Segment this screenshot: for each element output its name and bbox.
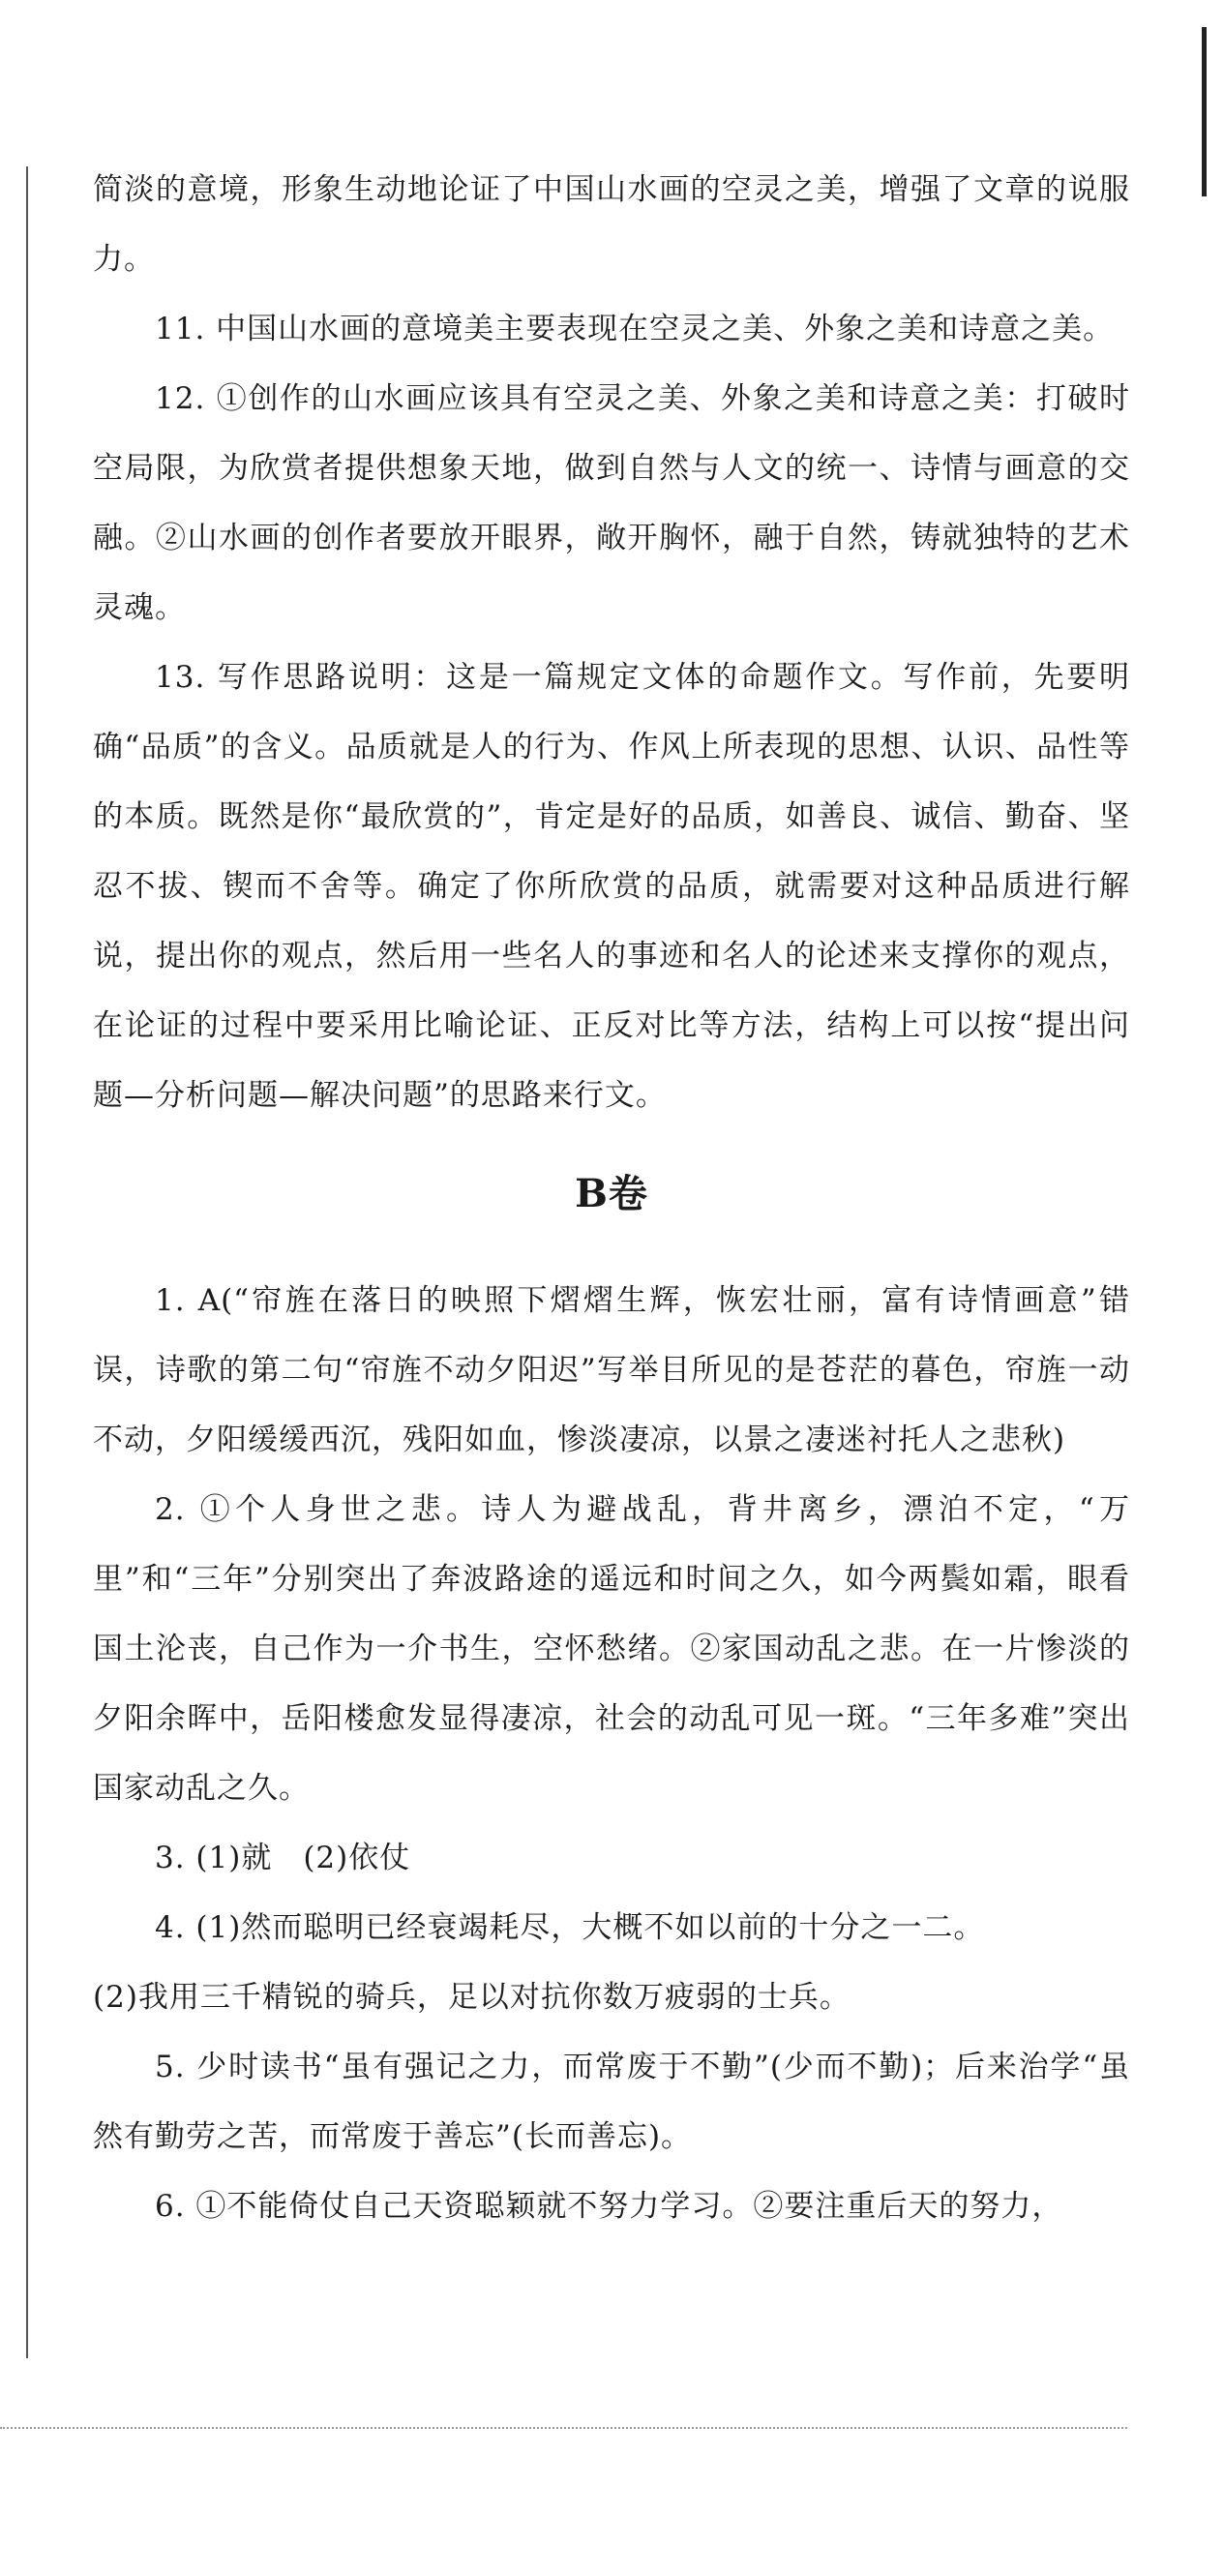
answer-b4-part1: 4. (1)然而聪明已经衰竭耗尽，大概不如以前的十分之一二。 [155, 1910, 985, 1945]
bottom-dotted-rule [0, 2427, 1127, 2429]
section-b-title: B卷 [575, 1171, 648, 1216]
answer-continuation: 简淡的意境，形象生动地论证了中国山水画的空灵之美，增强了文章的说服力。 [93, 172, 1130, 277]
answer-b2: 2. ①个人身世之悲。诗人为避战乱，背井离乡，漂泊不定，“万里”和“三年”分别突出了奔波路途的遥远和时间之久，如今两鬓如霜，眼看国土沦丧，自己作为一介书生，空怀愁绪。②家国动乱之悲。在一片惨淡的夕阳余晖中，岳阳楼愈发显得凄凉，社会的动乱可见一斑。“三年多难”突出国家动乱之久。 [93, 1492, 1130, 1806]
answer-12: 12. ①创作的山水画应该具有空灵之美、外象之美和诗意之美：打破时空局限，为欣赏者提供想象天地，做到自然与人文的统一、诗情与画意的交融。②山水画的创作者要放开眼界，敞开胸怀，融于自然，铸就独特的艺术灵魂。 [93, 381, 1130, 625]
answer-b3: 3. (1)就 (2)依仗 [155, 1841, 411, 1875]
answer-b6: 6. ①不能倚仗自己天资聪颖就不努力学习。②要注重后天的努力， [155, 2189, 1063, 2224]
answer-13: 13. 写作思路说明：这是一篇规定文体的命题作文。写作前，先要明确“品质”的含义。品质就是人的行为、作风上所表现的思想、认识、品性等的本质。既然是你“最欣赏的”，肯定是好的品质，如善良、诚信、勤奋、坚忍不拔、锲而不舍等。确定了你所欣赏的品质，就需要对这种品质进行解说，提出你的观点，然后用一些名人的事迹和名人的论述来支撑你的观点，在论证的过程中要采用比喻论证、正反对比等方法，结构上可以按“提出问题—分析问题—解决问题”的思路来行文。 [93, 660, 1130, 1113]
answer-11: 11. 中国山水画的意境美主要表现在空灵之美、外象之美和诗意之美。 [155, 312, 1115, 346]
answer-b1: 1. A(“帘旌在落日的映照下熠熠生辉，恢宏壮丽，富有诗情画意”错误，诗歌的第二句“帘旌不动夕阳迟”写举目所见的是苍茫的暮色，帘旌一动不动，夕阳缓缓西沉，残阳如血，惨淡凄凉，以景之凄迷衬托人之悲秋) [93, 1283, 1130, 1457]
page-edge-mark [1202, 27, 1207, 196]
left-margin-rule [26, 166, 28, 2358]
answer-b4-part2: (2)我用三千精锐的骑兵，足以对抗你数万疲弱的士兵。 [93, 1980, 851, 2015]
page-content [93, 155, 1130, 2241]
answer-b5: 5. 少时读书“虽有强记之力，而常废于不勤”(少而不勤)；后来治学“虽然有勤劳之苦，而常废于善忘”(长而善忘)。 [93, 2050, 1130, 2154]
